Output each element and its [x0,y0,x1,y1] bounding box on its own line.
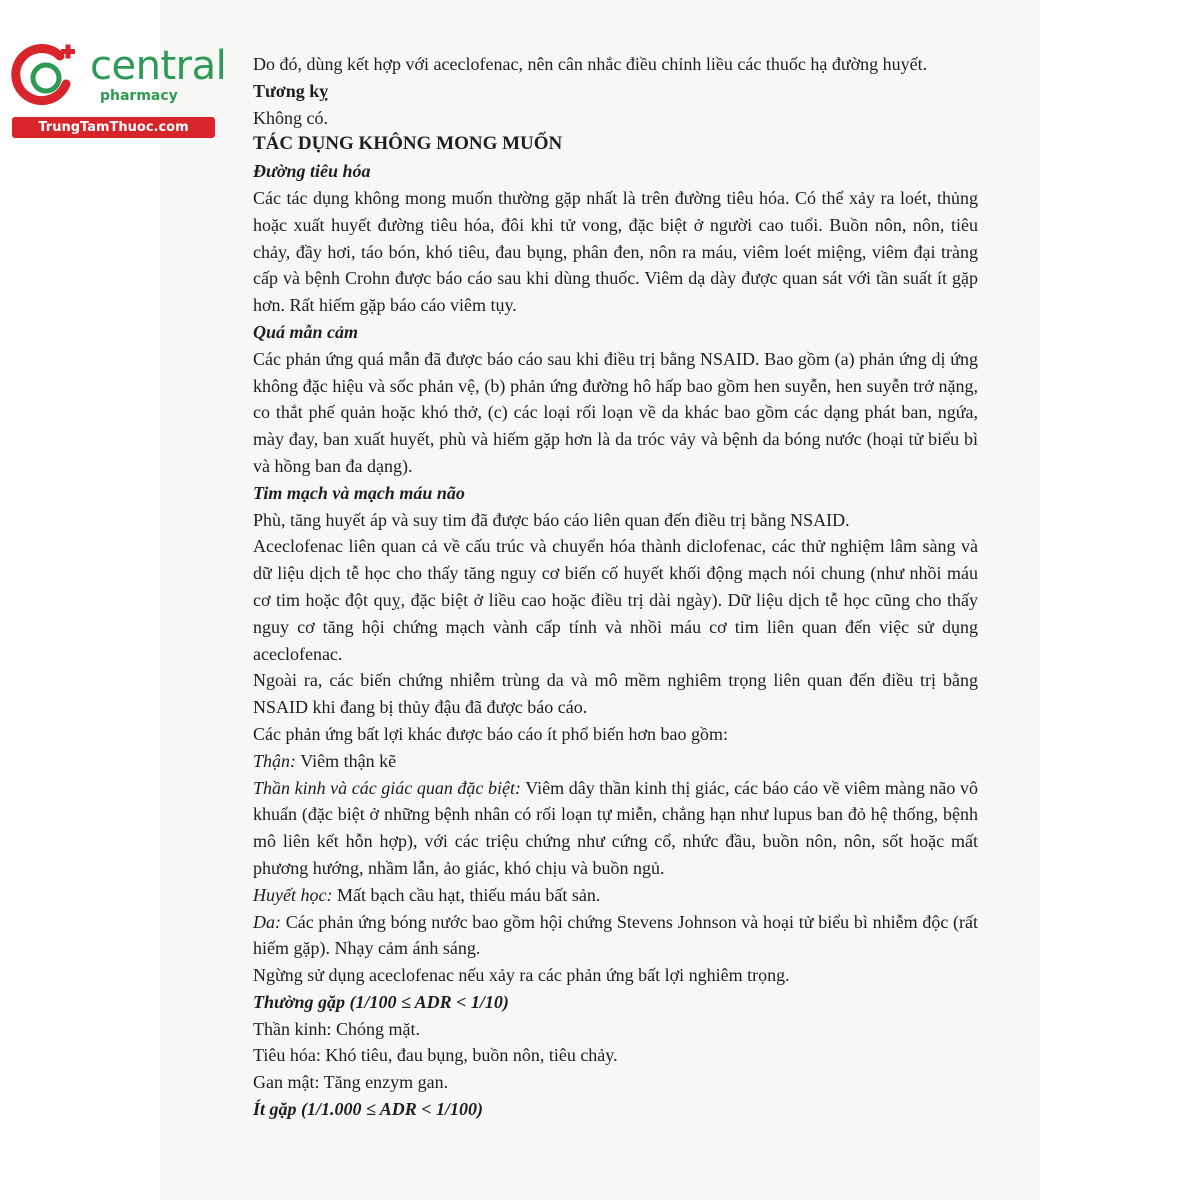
heading-tac-dung: TÁC DỤNG KHÔNG MONG MUỐN [253,133,563,155]
paragraph-intro: Do đó, dùng kết hợp với aceclofenac, nên cân nhắc điều chỉnh liều các thuốc hạ đường huyết. [253,54,928,74]
heading-duong-tieu-hoa: Đường tiêu hóa [253,161,371,182]
paragraph-tieu-hoa: Các tác dụng không mong muốn thường gặp nhất là trên đường tiêu hóa. Có thể xảy ra loét, thủng hoặc xuất huyết đường tiêu hóa, đôi khi tử vong, đặc biệt ở người cao tuổi. Buồn nôn, nôn, tiêu chảy, đầy hơi, táo bón, khó tiêu, đau bụng, phân đen, nôn ra máu, viêm loét miệng, viêm đại tràng cấp và bệnh Crohn được báo cáo sau khi dùng thuốc. Viêm dạ dày được quan sát với tần suất ít gặp hơn. Rất hiếm gặp báo cáo viêm tụy. [253,187,978,316]
central-pharmacy-logo[interactable] [8,38,227,138]
document-content [253,51,978,1123]
heading-thuong-gap: Thường gặp (1/100 ≤ ADR < 1/10) [253,991,509,1012]
logo-sub-text: pharmacy [100,88,178,104]
paragraph-khong-co: Không có. [253,107,328,128]
logo-url-badge[interactable]: TrungTamThuoc.com [12,117,215,138]
paragraph-khac: Các phản ứng bất lợi khác được báo cáo ít phổ biến hơn bao gồm: [253,723,728,744]
text-than: Viêm thận kẽ [296,750,397,771]
text-da: Các phản ứng bóng nước bao gồm hội chứng Stevens Johnson và hoại tử biểu bì nhiễm độc (rất hiếm gặp). Nhạy cảm ánh sáng. [253,911,978,959]
heading-qua-man-cam: Quá mẫn cảm [253,321,359,342]
label-da: Da: [253,911,281,932]
paragraph-tim-mach-2: Aceclofenac liên quan cả về cấu trúc và chuyển hóa thành diclofenac, các thử nghiệm lâm sàng và dữ liệu dịch tễ học cho thấy tăng nguy cơ biến cố huyết khối động mạch nói chung (như nhồi máu cơ tim hoặc đột quỵ, đặc biệt ở liều cao hoặc điều trị dài ngày). Dữ liệu dịch tễ học cũng cho thấy nguy cơ tăng hội chứng mạch vành cấp tính và nhồi máu cơ tim liên quan đến việc sử dụng aceclofenac. [253,536,978,664]
paragraph-than-kinh [253,775,978,882]
pharmacy-cross-logo-icon [8,38,80,110]
heading-tim-mach: Tim mạch và mạch máu não [253,482,465,503]
text-huyet-hoc: Mất bạch cầu hạt, thiếu máu bất sản. [332,884,601,905]
paragraph-gan-mat: Gan mật: Tăng enzym gan. [253,1072,449,1093]
paragraph-than-kinh-chong-mat: Thần kinh: Chóng mặt. [253,1018,420,1039]
heading-tuong-ky: Tương kỵ [253,80,329,101]
label-huyet-hoc: Huyết học: [253,884,333,905]
label-than-kinh: Thần kinh và các giác quan đặc biệt: [253,777,521,798]
paragraph-ngung: Ngừng sử dụng aceclofenac nếu xảy ra các phản ứng bất lợi nghiêm trọng. [253,965,790,986]
paragraph-da [253,909,978,963]
paragraph-qua-man-cam: Các phản ứng quá mẫn đã được báo cáo sau khi điều trị bằng NSAID. Bao gồm (a) phản ứng dị ứng không đặc hiệu và sốc phản vệ, (b) phản ứng đường hô hấp bao gồm hen suyễn, hen suyễn trở nặng, co thắt phế quản hoặc khó thở, (c) các loại rối loạn về da khác bao gồm các dạng phát ban, ngứa, mày đay, ban xuất huyết, phù và hiếm gặp hơn là da tróc vảy và bệnh da bóng nước (hoại tử biểu bì và hồng ban đa dạng). [253,348,978,476]
paragraph-ngoai-ra: Ngoài ra, các biến chứng nhiễm trùng da và mô mềm nghiêm trọng liên quan đến điều trị bằng NSAID khi đang bị thủy đậu đã được báo cáo. [253,670,978,718]
paragraph-than [253,748,978,775]
text-than-kinh: Viêm dây thần kinh thị giác, các báo cáo về viêm màng não vô khuẩn (đặc biệt ở những bệnh nhân có rối loạn tự miễn, chẳng hạn như lupus ban đỏ hệ thống, bệnh mô liên kết hỗn hợp), với các triệu chứng như cứng cổ, nhức đầu, buồn nôn, nôn, sốt hoặc mất phương hướng, nhầm lẫn, ảo giác, khó chịu và buồn ngủ. [253,777,978,878]
paragraph-huyet-hoc [253,882,978,909]
label-than: Thận: [253,750,297,771]
paragraph-tieu-hoa-2: Tiêu hóa: Khó tiêu, đau bụng, buồn nôn, tiêu chảy. [253,1045,618,1066]
logo-brand-text: central [90,43,227,89]
paragraph-tim-mach-1: Phù, tăng huyết áp và suy tim đã được báo cáo liên quan đến điều trị bằng NSAID. [253,509,850,530]
heading-it-gap: Ít gặp (1/1.000 ≤ ADR < 1/100) [253,1099,483,1120]
